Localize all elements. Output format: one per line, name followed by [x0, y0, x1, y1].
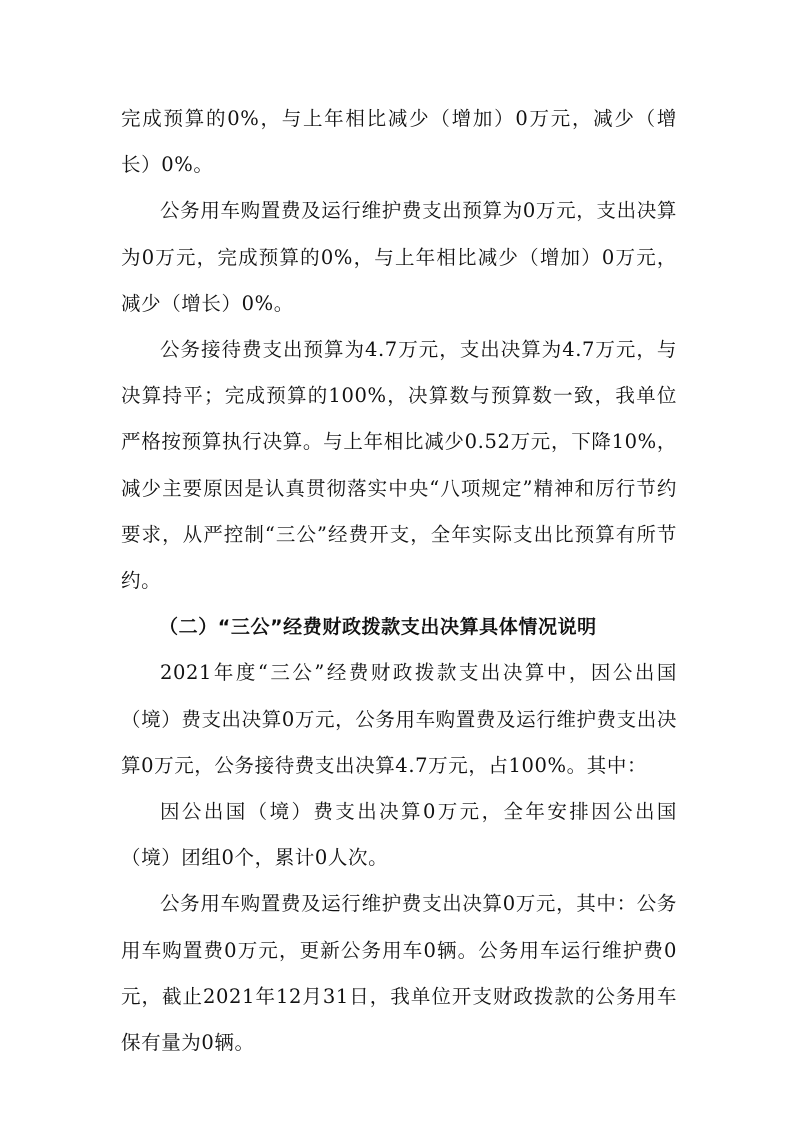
paragraph-reception-expenses: 公务接待费支出预算为4.7万元，支出决算为4.7万元，与决算持平；完成预算的100%，决算数与预算数一致，我单位严格按预算执行决算。与上年相比减少0.52万元，下降10%，减少主要原因是认真贯彻落实中央“八项规定”精神和厉行节约要求，从严控制“三公”经费开支，全年实际支出比预算有所节约。 [121, 338, 677, 593]
paragraph-overseas-travel: 因公出国（境）费支出决算0万元，全年安排因公出国（境）团组0个，累计0人次。 [121, 800, 677, 870]
paragraph-vehicle-expenses: 公务用车购置费及运行维护费支出预算为0万元，支出决算为0万元，完成预算的0%，与上年相比减少（增加）0万元，减少（增长）0%。 [121, 199, 677, 315]
paragraph-section-summary: 2021年度“三公”经费财政拨款支出决算中，因公出国（境）费支出决算0万元，公务用车购置费及运行维护费支出决算0万元，公务接待费支出决算4.7万元，占100%。其中： [121, 661, 677, 777]
paragraph-budget-completion: 完成预算的0%，与上年相比减少（增加）0万元，减少（增长）0%。 [121, 107, 677, 177]
document-body [121, 96, 677, 1066]
paragraph-vehicle-details: 公务用车购置费及运行维护费支出决算0万元，其中：公务用车购置费0万元，更新公务用车0辆。公务用车运行维护费0元，截止2021年12月31日，我单位开支财政拨款的公务用车保有量为0辆。 [121, 892, 677, 1055]
section-heading: （二）“三公”经费财政拨款支出决算具体情况说明 [159, 616, 597, 639]
